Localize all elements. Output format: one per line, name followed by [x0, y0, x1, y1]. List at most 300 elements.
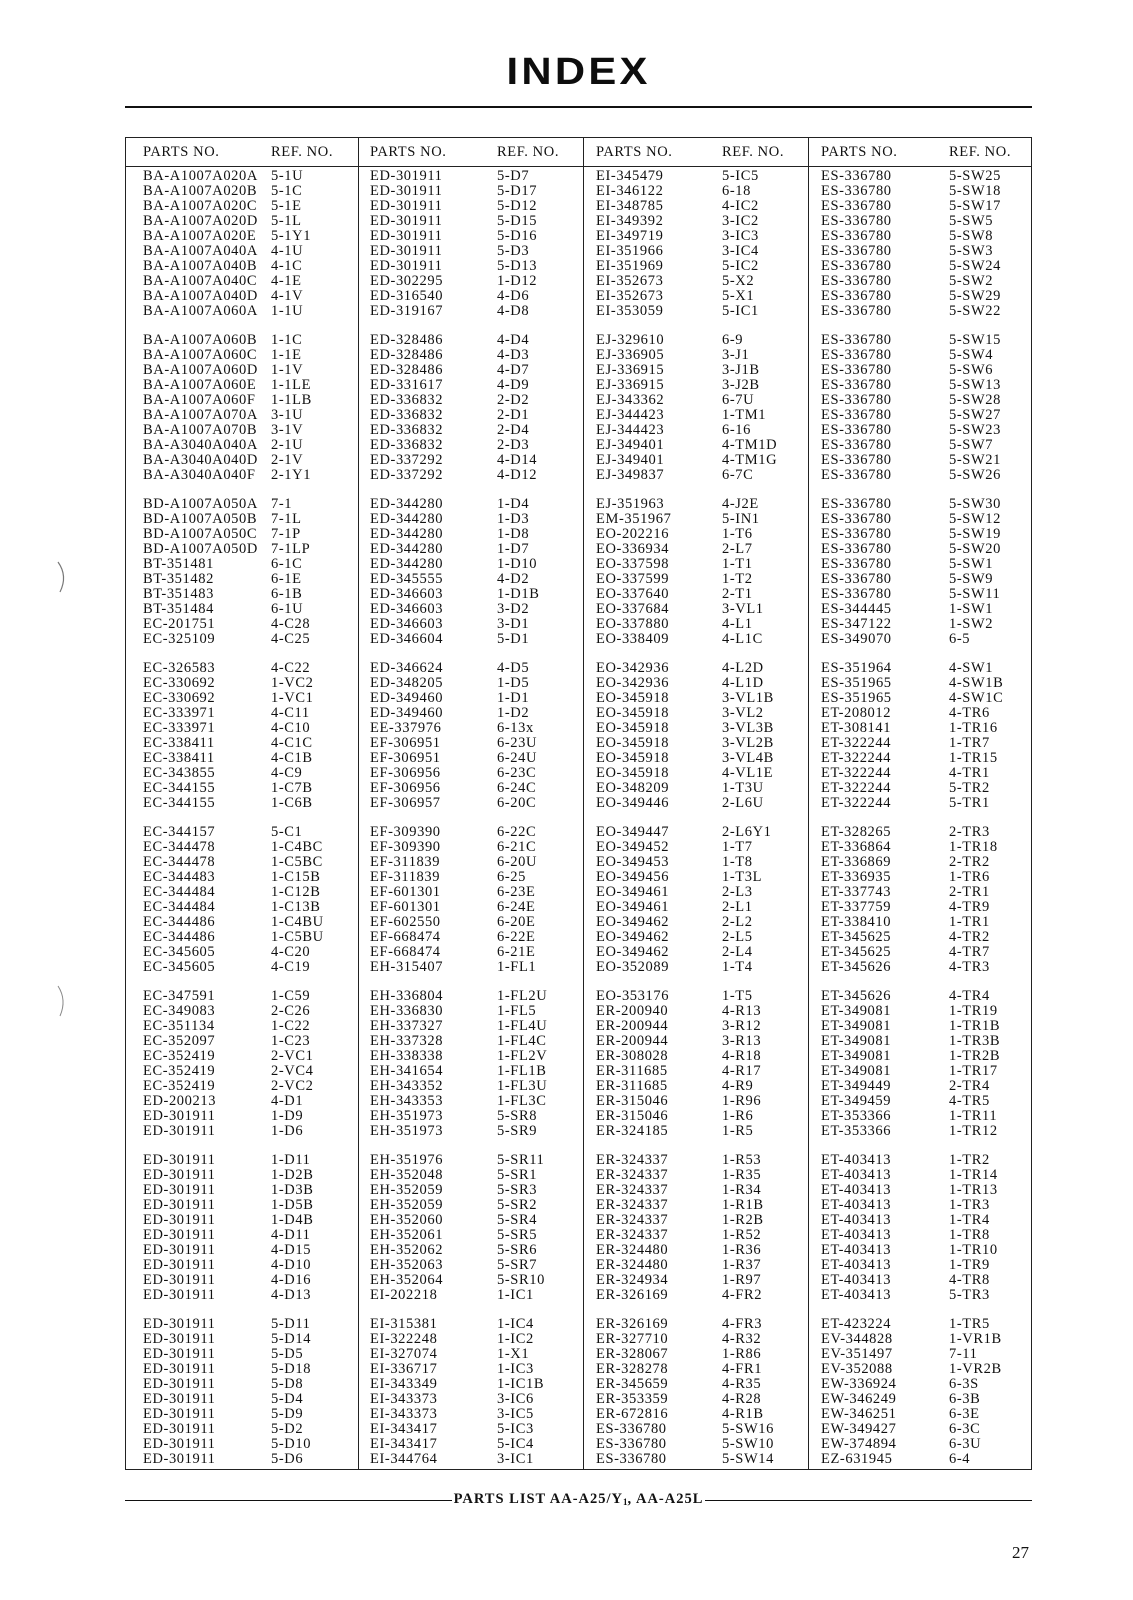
ref-no: 6-4 [949, 1451, 971, 1467]
parts-no: EF-601301 [370, 884, 441, 900]
table-row [584, 363, 808, 378]
table-row [584, 706, 808, 721]
parts-no: EC-349083 [143, 1003, 216, 1019]
parts-no: EH-352064 [370, 1272, 444, 1288]
table-row [809, 1392, 1031, 1407]
ref-no: 1-C5BU [271, 929, 324, 945]
ref-no: 1-D5 [497, 675, 530, 691]
parts-no: BA-A3040A040D [143, 452, 258, 468]
table-row [359, 1034, 583, 1049]
parts-no: EF-306951 [370, 735, 441, 751]
ref-no: 1-TR3 [949, 1197, 990, 1213]
table-row [359, 1407, 583, 1422]
table-row [126, 1347, 358, 1362]
parts-no: ES-347122 [821, 616, 892, 632]
ref-no: 1-TR7 [949, 735, 990, 751]
table-row [584, 557, 808, 572]
table-row [809, 244, 1031, 259]
table-row [809, 497, 1031, 512]
ref-no: 5-SW26 [949, 467, 1001, 483]
ref-no: 5-SW3 [949, 243, 994, 259]
parts-no: ED-336832 [370, 422, 444, 438]
table-row [126, 1109, 358, 1124]
ref-no: 5-SW25 [949, 168, 1001, 184]
table-row [359, 229, 583, 244]
parts-no: ES-336780 [821, 541, 892, 557]
table-row [809, 706, 1031, 721]
ref-no: 2-D3 [497, 437, 530, 453]
table-row [359, 1362, 583, 1377]
ref-no: 1-R86 [722, 1346, 762, 1362]
table-row [584, 1273, 808, 1288]
parts-no: ES-336780 [821, 571, 892, 587]
ref-no: 1-R35 [722, 1167, 762, 1183]
parts-no: ES-336780 [821, 213, 892, 229]
ref-no: 3-1V [271, 422, 304, 438]
parts-no: ER-326169 [596, 1287, 669, 1303]
table-row [359, 408, 583, 423]
parts-no: EO-349461 [596, 884, 670, 900]
ref-no: 6-1U [271, 601, 304, 617]
table-row [359, 497, 583, 512]
parts-no: ED-349460 [370, 690, 444, 706]
table-row [126, 1258, 358, 1273]
ref-no: 1-C23 [271, 1033, 311, 1049]
ref-no: 3-IC2 [722, 213, 759, 229]
ref-no: 1-X1 [497, 1346, 530, 1362]
parts-no: ES-336780 [596, 1451, 667, 1467]
parts-no: EI-315381 [370, 1316, 438, 1332]
ref-no: 1-FL1 [497, 959, 537, 975]
ref-no: 1-TR10 [949, 1242, 998, 1258]
ref-no: 5-SW23 [949, 422, 1001, 438]
table-row [126, 512, 358, 527]
parts-no: EW-346251 [821, 1406, 897, 1422]
ref-no: 5-SR1 [497, 1167, 538, 1183]
table-row [126, 1362, 358, 1377]
table-row [584, 1109, 808, 1124]
table-row [359, 527, 583, 542]
table-row [359, 1288, 583, 1303]
parts-no: ET-345625 [821, 929, 892, 945]
ref-no: 1-TR14 [949, 1167, 998, 1183]
ref-no: 5-X1 [722, 288, 755, 304]
parts-no: ES-336780 [821, 452, 892, 468]
ref-no: 4-C28 [271, 616, 311, 632]
parts-no: EI-345479 [596, 168, 664, 184]
parts-no: ES-336780 [821, 407, 892, 423]
table-row [584, 274, 808, 289]
ref-no: 4-C22 [271, 660, 311, 676]
ref-no: 1-FL3U [497, 1078, 548, 1094]
ref-no: 6-5 [949, 631, 971, 647]
table-row [126, 1124, 358, 1139]
ref-no: 1-D11 [271, 1152, 311, 1168]
parts-no: EV-352088 [821, 1361, 893, 1377]
ref-no: 4-R9 [722, 1078, 754, 1094]
table-row [584, 378, 808, 393]
table-row [359, 289, 583, 304]
parts-no: EF-668474 [370, 929, 441, 945]
parts-no: ED-301911 [370, 243, 443, 259]
entry-block [126, 169, 358, 319]
table-row [809, 423, 1031, 438]
table-row [584, 1258, 808, 1273]
table-row [359, 348, 583, 363]
table-row [584, 1168, 808, 1183]
ref-no: 6-21C [497, 839, 537, 855]
ref-no: 1-D10 [497, 556, 538, 572]
parts-no: EC-352419 [143, 1078, 216, 1094]
ref-no: 1-TR16 [949, 720, 998, 736]
parts-no: EC-351134 [143, 1018, 215, 1034]
parts-no: ET-403413 [821, 1227, 892, 1243]
parts-no: BA-A1007A020C [143, 198, 258, 214]
ref-no: 5-SW12 [949, 511, 1001, 527]
ref-no: 2-D4 [497, 422, 530, 438]
parts-no: BA-A1007A020A [143, 168, 258, 184]
ref-no: 1-TR3B [949, 1033, 1001, 1049]
ref-no: 1-D7 [497, 541, 530, 557]
parts-no: ET-336869 [821, 854, 892, 870]
table-row [584, 825, 808, 840]
table-row [359, 214, 583, 229]
ref-no: 5-TR1 [949, 795, 990, 811]
parts-no: EC-344155 [143, 795, 216, 811]
parts-no: EW-346249 [821, 1391, 897, 1407]
parts-no: ET-337759 [821, 899, 892, 915]
table-row [359, 438, 583, 453]
table-row [126, 542, 358, 557]
ref-no: 5-IC3 [497, 1421, 534, 1437]
entry-block [809, 1153, 1031, 1303]
parts-no: ET-349081 [821, 1048, 892, 1064]
ref-no: 4-R13 [722, 1003, 762, 1019]
parts-no: EH-352059 [370, 1197, 444, 1213]
table-row [584, 617, 808, 632]
parts-no: BD-A1007A050B [143, 511, 258, 527]
parts-no: ER-324480 [596, 1242, 669, 1258]
parts-no: ED-346603 [370, 616, 444, 632]
ref-no: 4-D1 [271, 1093, 304, 1109]
parts-no: ED-337292 [370, 452, 444, 468]
parts-no: EI-348785 [596, 198, 664, 214]
ref-no: 5-SW9 [949, 571, 994, 587]
table-row [809, 438, 1031, 453]
ref-no: 5-IC2 [722, 258, 759, 274]
table-row [584, 796, 808, 811]
parts-no: EJ-344423 [596, 407, 665, 423]
ref-no: 6-20C [497, 795, 537, 811]
parts-no: ES-336780 [821, 273, 892, 289]
ref-no: 6-22C [497, 824, 537, 840]
parts-no: EC-333971 [143, 720, 216, 736]
ref-no: 3-1U [271, 407, 304, 423]
parts-no: ET-322244 [821, 780, 892, 796]
parts-no: ES-336780 [821, 183, 892, 199]
ref-no: 1-C4BC [271, 839, 323, 855]
parts-no: BT-351484 [143, 601, 214, 617]
ref-no: 2-D1 [497, 407, 530, 423]
ref-no: 4-R17 [722, 1063, 762, 1079]
table-row [359, 1437, 583, 1452]
ref-no: 2-VC4 [271, 1063, 314, 1079]
table-row [584, 214, 808, 229]
table-row [126, 408, 358, 423]
ref-no: 1-1C [271, 332, 303, 348]
table-row [126, 214, 358, 229]
table-row [809, 1109, 1031, 1124]
parts-no: ED-346624 [370, 660, 444, 676]
table-row [809, 304, 1031, 319]
ref-no: 1-R6 [722, 1108, 754, 1124]
parts-no: ED-337292 [370, 467, 444, 483]
ref-no: 1-IC3 [497, 1361, 534, 1377]
ref-no: 5-SW22 [949, 303, 1001, 319]
ref-no: 5-D7 [497, 168, 530, 184]
index-column-4 [808, 138, 1031, 1469]
ref-no: 3-J2B [722, 377, 760, 393]
parts-no: ES-336780 [821, 332, 892, 348]
parts-no: EH-352062 [370, 1242, 444, 1258]
parts-no: ET-349081 [821, 1003, 892, 1019]
ref-no: 1-TR1B [949, 1018, 1001, 1034]
index-column-2 [358, 138, 583, 1469]
table-row [359, 617, 583, 632]
parts-no: ER-315046 [596, 1108, 669, 1124]
table-row [809, 572, 1031, 587]
table-row [359, 721, 583, 736]
parts-no: BT-351482 [143, 571, 214, 587]
parts-no: ET-349459 [821, 1093, 892, 1109]
table-row [809, 1094, 1031, 1109]
ref-no: 5-SW17 [949, 198, 1001, 214]
parts-no: EI-349719 [596, 228, 664, 244]
ref-no: 5-SW18 [949, 183, 1001, 199]
parts-no: ED-301911 [143, 1376, 216, 1392]
table-row [809, 1153, 1031, 1168]
table-row [809, 1347, 1031, 1362]
parts-no: ET-322244 [821, 795, 892, 811]
entry-block [126, 497, 358, 647]
table-row [359, 169, 583, 184]
parts-no: EC-344483 [143, 869, 216, 885]
table-row [584, 1347, 808, 1362]
parts-no: EO-337684 [596, 601, 670, 617]
ref-no: 1-R34 [722, 1182, 762, 1198]
parts-no: ED-301911 [143, 1152, 216, 1168]
ref-no: 4-1U [271, 243, 304, 259]
table-row [809, 1317, 1031, 1332]
ref-no: 6-18 [722, 183, 751, 199]
table-row [126, 1094, 358, 1109]
ref-no: 4-SW1 [949, 660, 994, 676]
ref-no: 5-1U [271, 168, 304, 184]
parts-no: ES-336780 [821, 168, 892, 184]
ref-no: 4-D4 [497, 332, 530, 348]
ref-no: 3-IC3 [722, 228, 759, 244]
ref-no: 1-T3L [722, 869, 763, 885]
parts-no: ET-345626 [821, 988, 892, 1004]
parts-no: BA-A1007A060E [143, 377, 257, 393]
parts-no: EM-351967 [596, 511, 672, 527]
table-row [126, 915, 358, 930]
ref-no: 4-C19 [271, 959, 311, 975]
parts-no: ET-403413 [821, 1182, 892, 1198]
table-row [584, 572, 808, 587]
ref-no: 2-L5 [722, 929, 753, 945]
table-row [584, 542, 808, 557]
parts-no: EI-327074 [370, 1346, 438, 1362]
ref-no: 1-IC4 [497, 1316, 534, 1332]
table-row [126, 1377, 358, 1392]
table-row [126, 333, 358, 348]
table-row [584, 1198, 808, 1213]
ref-no: 1-D9 [271, 1108, 304, 1124]
ref-no: 1-VR1B [949, 1331, 1002, 1347]
parts-no: EC-344155 [143, 780, 216, 796]
parts-no: EO-345918 [596, 750, 670, 766]
entry-block [584, 169, 808, 319]
table-row [584, 468, 808, 483]
ref-no: 1-TR1 [949, 914, 990, 930]
entry-block [359, 169, 583, 319]
table-row [809, 527, 1031, 542]
table-row [359, 661, 583, 676]
ref-no: 5-D14 [271, 1331, 312, 1347]
table-row [359, 900, 583, 915]
ref-no: 4-D7 [497, 362, 530, 378]
ref-no: 1-TR9 [949, 1257, 990, 1273]
ref-no: 1-D4B [271, 1212, 314, 1228]
table-row [126, 885, 358, 900]
table-row [359, 885, 583, 900]
ref-no: 4-TR7 [949, 944, 990, 960]
table-row [809, 363, 1031, 378]
table-row [359, 333, 583, 348]
ref-no: 4-TR4 [949, 988, 990, 1004]
parts-no: EC-345605 [143, 944, 216, 960]
parts-no: ER-326169 [596, 1316, 669, 1332]
ref-no: 6-9 [722, 332, 744, 348]
parts-no: ED-328486 [370, 347, 444, 363]
table-row [584, 587, 808, 602]
parts-no: EC-352097 [143, 1033, 216, 1049]
ref-no: 5-IC1 [722, 303, 759, 319]
parts-no: EH-338338 [370, 1048, 444, 1064]
parts-no: ED-344280 [370, 556, 444, 572]
table-row [809, 184, 1031, 199]
ref-no: 1-R36 [722, 1242, 762, 1258]
ref-no: 1-IC1B [497, 1376, 545, 1392]
entry-block [809, 1317, 1031, 1467]
ref-no: 5-1L [271, 213, 302, 229]
ref-no: 5-SW15 [949, 332, 1001, 348]
parts-no: ES-336780 [821, 377, 892, 393]
ref-no: 5-D4 [271, 1391, 304, 1407]
ref-no: 4-D15 [271, 1242, 312, 1258]
table-row [126, 1019, 358, 1034]
column-header [809, 138, 1031, 167]
table-row [126, 706, 358, 721]
ref-no: 1-T8 [722, 854, 753, 870]
ref-no: 1-D4 [497, 496, 530, 512]
ref-no: 5-IC5 [722, 168, 759, 184]
ref-no: 7-1LP [271, 541, 311, 557]
parts-no: EO-345918 [596, 735, 670, 751]
ref-no: 5-SW28 [949, 392, 1001, 408]
table-row [809, 1004, 1031, 1019]
parts-no: EO-345918 [596, 690, 670, 706]
ref-no: 1-D2B [271, 1167, 314, 1183]
table-row [809, 1034, 1031, 1049]
ref-no: 5-D15 [497, 213, 538, 229]
ref-no: 5-SR7 [497, 1257, 538, 1273]
parts-no: EC-347591 [143, 988, 216, 1004]
parts-no-header: PARTS NO. [596, 144, 673, 160]
ref-no: 5-D13 [497, 258, 538, 274]
parts-no: ES-336780 [821, 243, 892, 259]
table-row [584, 602, 808, 617]
ref-no: 1-D6 [271, 1123, 304, 1139]
parts-no: EC-338411 [143, 750, 215, 766]
table-row [584, 1407, 808, 1422]
table-row [809, 1064, 1031, 1079]
footer-label [452, 1491, 706, 1510]
parts-no: ES-336780 [821, 347, 892, 363]
entry-block [359, 333, 583, 483]
parts-no: EO-202216 [596, 526, 670, 542]
column-header [359, 138, 583, 167]
table-row [809, 855, 1031, 870]
parts-no: EI-322248 [370, 1331, 438, 1347]
parts-no: BA-A1007A070B [143, 422, 258, 438]
parts-no: EC-352419 [143, 1048, 216, 1064]
table-row [584, 766, 808, 781]
parts-no: BA-A1007A020D [143, 213, 258, 229]
footer [125, 1492, 1032, 1508]
ref-no: 4-D13 [271, 1287, 312, 1303]
table-row [126, 721, 358, 736]
table-row [809, 1258, 1031, 1273]
table-row [359, 736, 583, 751]
ref-no: 5-TR3 [949, 1287, 990, 1303]
parts-no: EC-352419 [143, 1063, 216, 1079]
ref-no: 5-D16 [497, 228, 538, 244]
parts-no: EO-349462 [596, 914, 670, 930]
table-row [584, 900, 808, 915]
table-row [584, 259, 808, 274]
table-row [584, 184, 808, 199]
ref-no: 6-22E [497, 929, 536, 945]
ref-no: 5-D11 [271, 1316, 311, 1332]
ref-no: 6-20U [497, 854, 538, 870]
parts-no: EI-352673 [596, 273, 664, 289]
parts-no: ER-324185 [596, 1123, 669, 1139]
parts-no: BA-A3040A040F [143, 467, 256, 483]
table-row [809, 1452, 1031, 1467]
table-row [809, 781, 1031, 796]
ref-no: 5-SR5 [497, 1227, 538, 1243]
ref-no: 4-1C [271, 258, 303, 274]
parts-no: ED-301911 [143, 1331, 216, 1347]
table-row [359, 855, 583, 870]
parts-no: ES-336780 [821, 511, 892, 527]
table-row [809, 1332, 1031, 1347]
footer-label-prefix: PARTS LIST AA-A25/Y [453, 1490, 624, 1507]
table-row [359, 1004, 583, 1019]
table-row [126, 438, 358, 453]
